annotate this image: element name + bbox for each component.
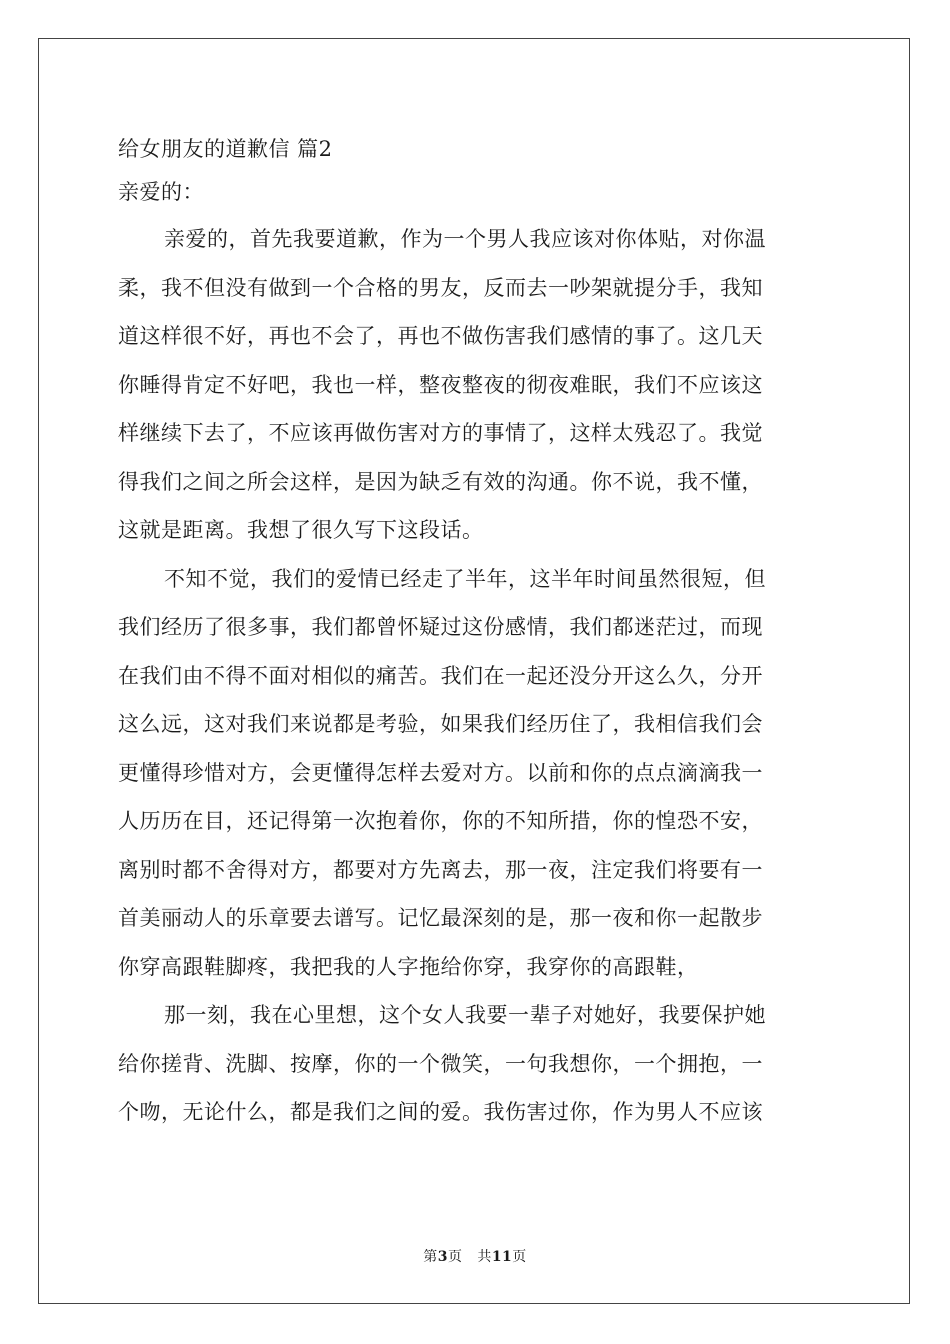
paragraph-1 <box>118 215 834 555</box>
paragraph-line: 人历历在目，还记得第一次抱着你，你的不知所措，你的惶恐不安， <box>118 809 763 833</box>
paragraph-line: 在我们由不得不面对相似的痛苦。我们在一起还没分开这么久，分开 <box>118 663 763 688</box>
paragraph-line: 给你搓背、洗脚、按摩，你的一个微笑，一句我想你，一个拥抱，一 <box>118 1051 763 1076</box>
paragraph-line: 离别时都不舍得对方，都要对方先离去，那一夜，注定我们将要有一 <box>118 857 763 882</box>
total-suffix: 页 <box>512 1249 527 1265</box>
paragraph-line: 样继续下去了，不应该再做伤害对方的事情了，这样太残忍了。我觉 <box>118 421 763 445</box>
paragraph-line: 得我们之间之所会这样，是因为缺乏有效的沟通。你不说，我不懂， <box>118 469 763 494</box>
paragraph-line: 道这样很不好，再也不会了，再也不做伤害我们感情的事了。这几天 <box>118 324 763 348</box>
paragraph-line: 个吻，无论什么，都是我们之间的爱。我伤害过你，作为男人不应该 <box>118 1100 763 1124</box>
paragraph-line: 这就是距离。我想了很久写下这段话。 <box>118 518 484 542</box>
paragraph-line: 不知不觉，我们的爱情已经走了半年，这半年时间虽然很短，但 <box>164 566 766 591</box>
document-title: 给女朋友的道歉信 篇2 <box>118 137 333 161</box>
paragraph-line: 更懂得珍惜对方，会更懂得怎样去爱对方。以前和你的点点滴滴我一 <box>118 760 763 785</box>
paragraph-line: 首美丽动人的乐章要去谱写。记忆最深刻的是，那一夜和你一起散步 <box>118 906 763 930</box>
paragraph-line: 我们经历了很多事，我们都曾怀疑过这份感情，我们都迷茫过，而现 <box>118 615 763 639</box>
paragraph-line: 柔，我不但没有做到一个合格的男友，反而去一吵架就提分手，我知 <box>118 275 763 300</box>
page-suffix: 页 <box>447 1249 463 1265</box>
paragraph-line: 你穿高跟鞋脚疼，我把我的人字拖给你穿，我穿你的高跟鞋， <box>118 954 699 979</box>
page-prefix: 第 <box>423 1249 438 1265</box>
document-body <box>118 129 834 1137</box>
paragraph-2 <box>118 555 834 992</box>
paragraph-line: 亲爱的，首先我要道歉，作为一个男人我应该对你体贴，对你温 <box>164 227 766 251</box>
paragraph-3 <box>118 991 834 1137</box>
page-current: 3 <box>437 1249 448 1265</box>
page-total: 11 <box>491 1249 513 1265</box>
paragraph-line: 这么远，这对我们来说都是考验，如果我们经历住了，我相信我们会 <box>118 712 763 736</box>
total-prefix: 共 <box>477 1249 492 1265</box>
salutation: 亲爱的： <box>118 180 204 204</box>
paragraph-line: 那一刻，我在心里想，这个女人我要一辈子对她好，我要保护她 <box>164 1003 766 1027</box>
page-footer <box>0 1246 950 1266</box>
paragraph-line: 你睡得肯定不好吧，我也一样，整夜整夜的彻夜难眠，我们不应该这 <box>118 372 763 397</box>
